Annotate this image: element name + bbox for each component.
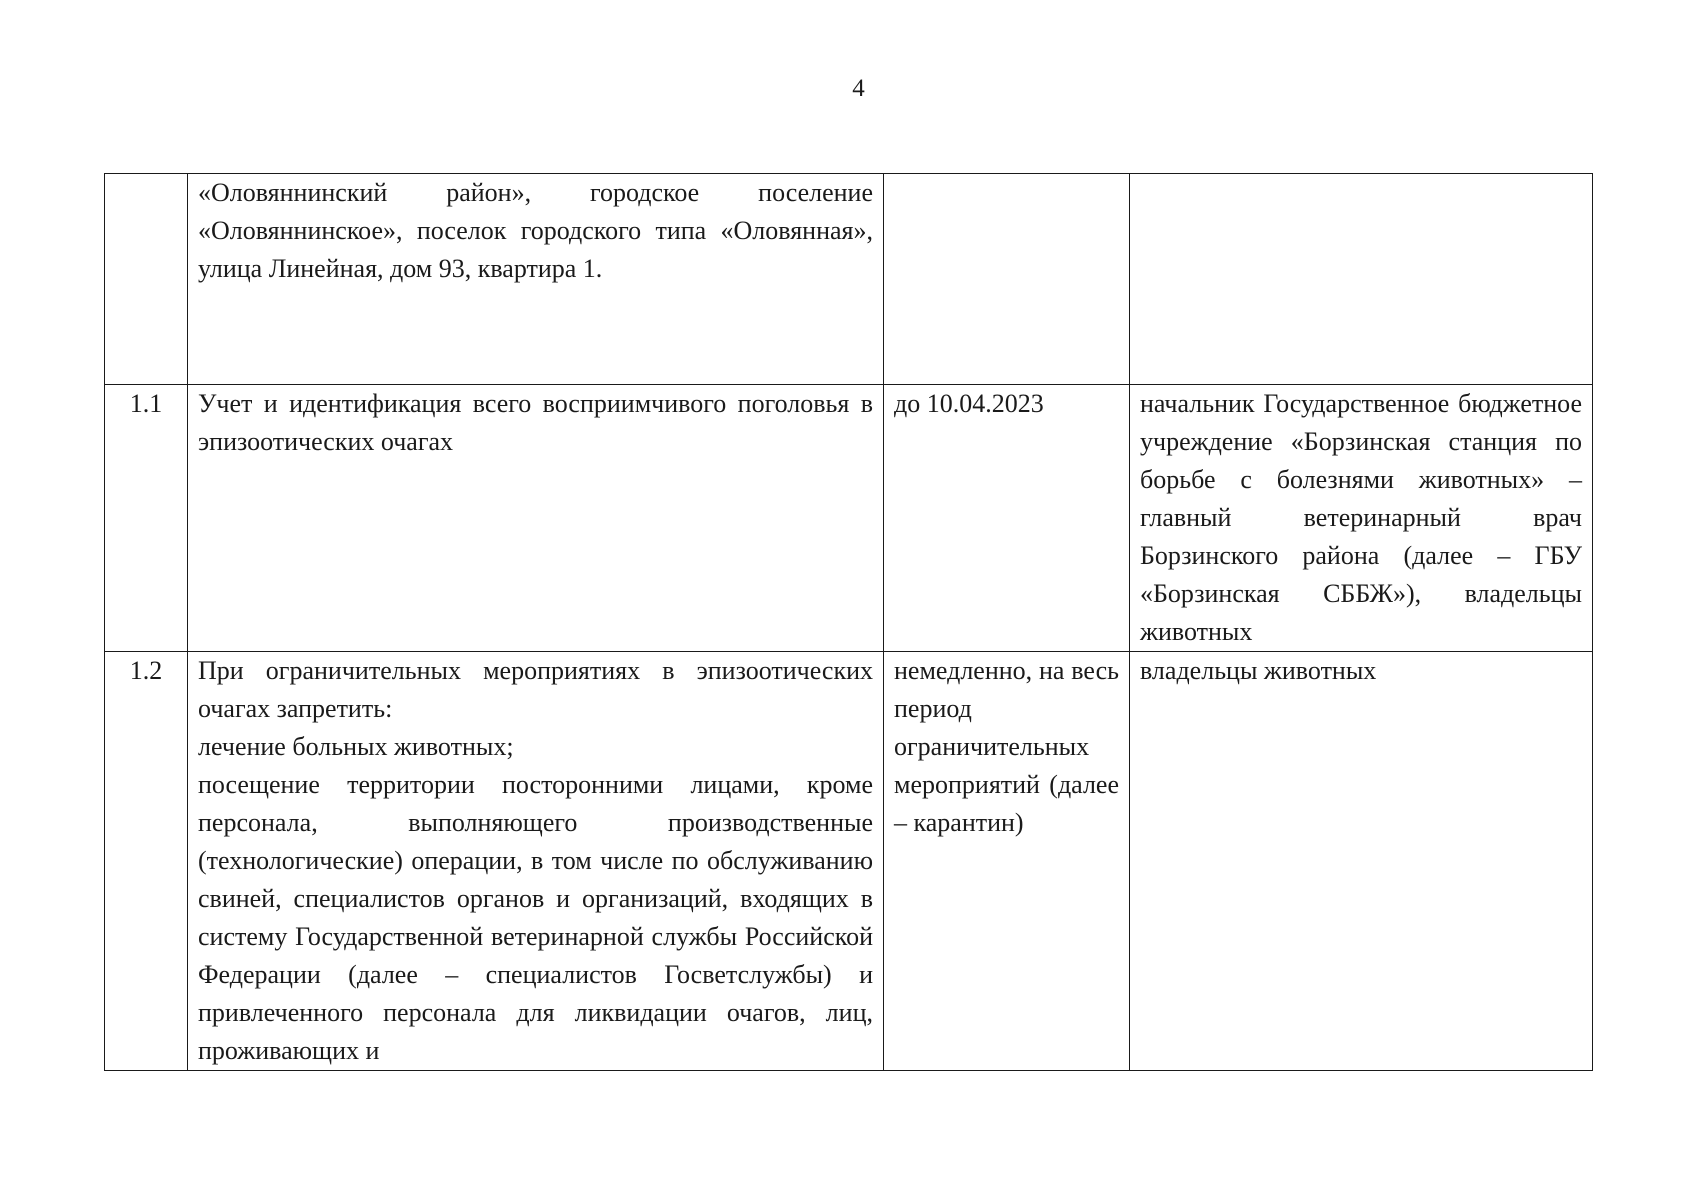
responsible-cell	[1130, 652, 1593, 1071]
table-row	[105, 385, 1593, 652]
deadline-cell	[884, 652, 1130, 1071]
responsible-text: владельцы животных	[1140, 656, 1377, 685]
row-number-cell: 1.1	[105, 385, 188, 652]
description-text: При ограничительных мероприятиях в эпизоотических очагах запретить:	[198, 656, 873, 723]
responsible-text: начальник Государственное бюджетное учреждение «Борзинская станция по борьбе с болезнями животных» – главный ветеринарный врач Борзинского района (далее – ГБУ «Борзинская СББЖ»), владельцы животных	[1140, 389, 1582, 646]
responsible-cell	[1130, 174, 1593, 385]
description-cell	[188, 652, 884, 1071]
deadline-text: до 10.04.2023	[894, 389, 1044, 418]
description-cell	[188, 385, 884, 652]
row-number-cell	[105, 174, 188, 385]
row-number-cell: 1.2	[105, 652, 188, 1071]
description-text: «Оловяннинский район», городское поселение «Оловяннинское», поселок городского типа «Оловянная», улица Линейная, дом 93, квартира 1.	[198, 178, 873, 283]
deadline-text: немедленно, на весь период ограничительных мероприятий (далее – карантин)	[894, 656, 1119, 837]
description-cell	[188, 174, 884, 385]
deadline-cell	[884, 174, 1130, 385]
measures-table	[104, 173, 1593, 1071]
description-text: посещение территории посторонними лицами, кроме персонала, выполняющего производственные (технологические) операции, в том числе по обслуживанию свиней, специалистов органов и организаций, входящих в систему Государственной ветеринарной службы Российской Федерации (далее – специалистов Госветслужбы) и привлеченного персонала для ликвидации очагов, лиц, проживающих и	[198, 770, 873, 1065]
deadline-cell	[884, 385, 1130, 652]
responsible-cell	[1130, 385, 1593, 652]
table-row	[105, 652, 1593, 1071]
description-text: Учет и идентификация всего восприимчивого поголовья в эпизоотических очагах	[198, 389, 873, 456]
table-row	[105, 174, 1593, 385]
page-number: 4	[852, 75, 865, 102]
description-text: лечение больных животных;	[198, 732, 514, 761]
